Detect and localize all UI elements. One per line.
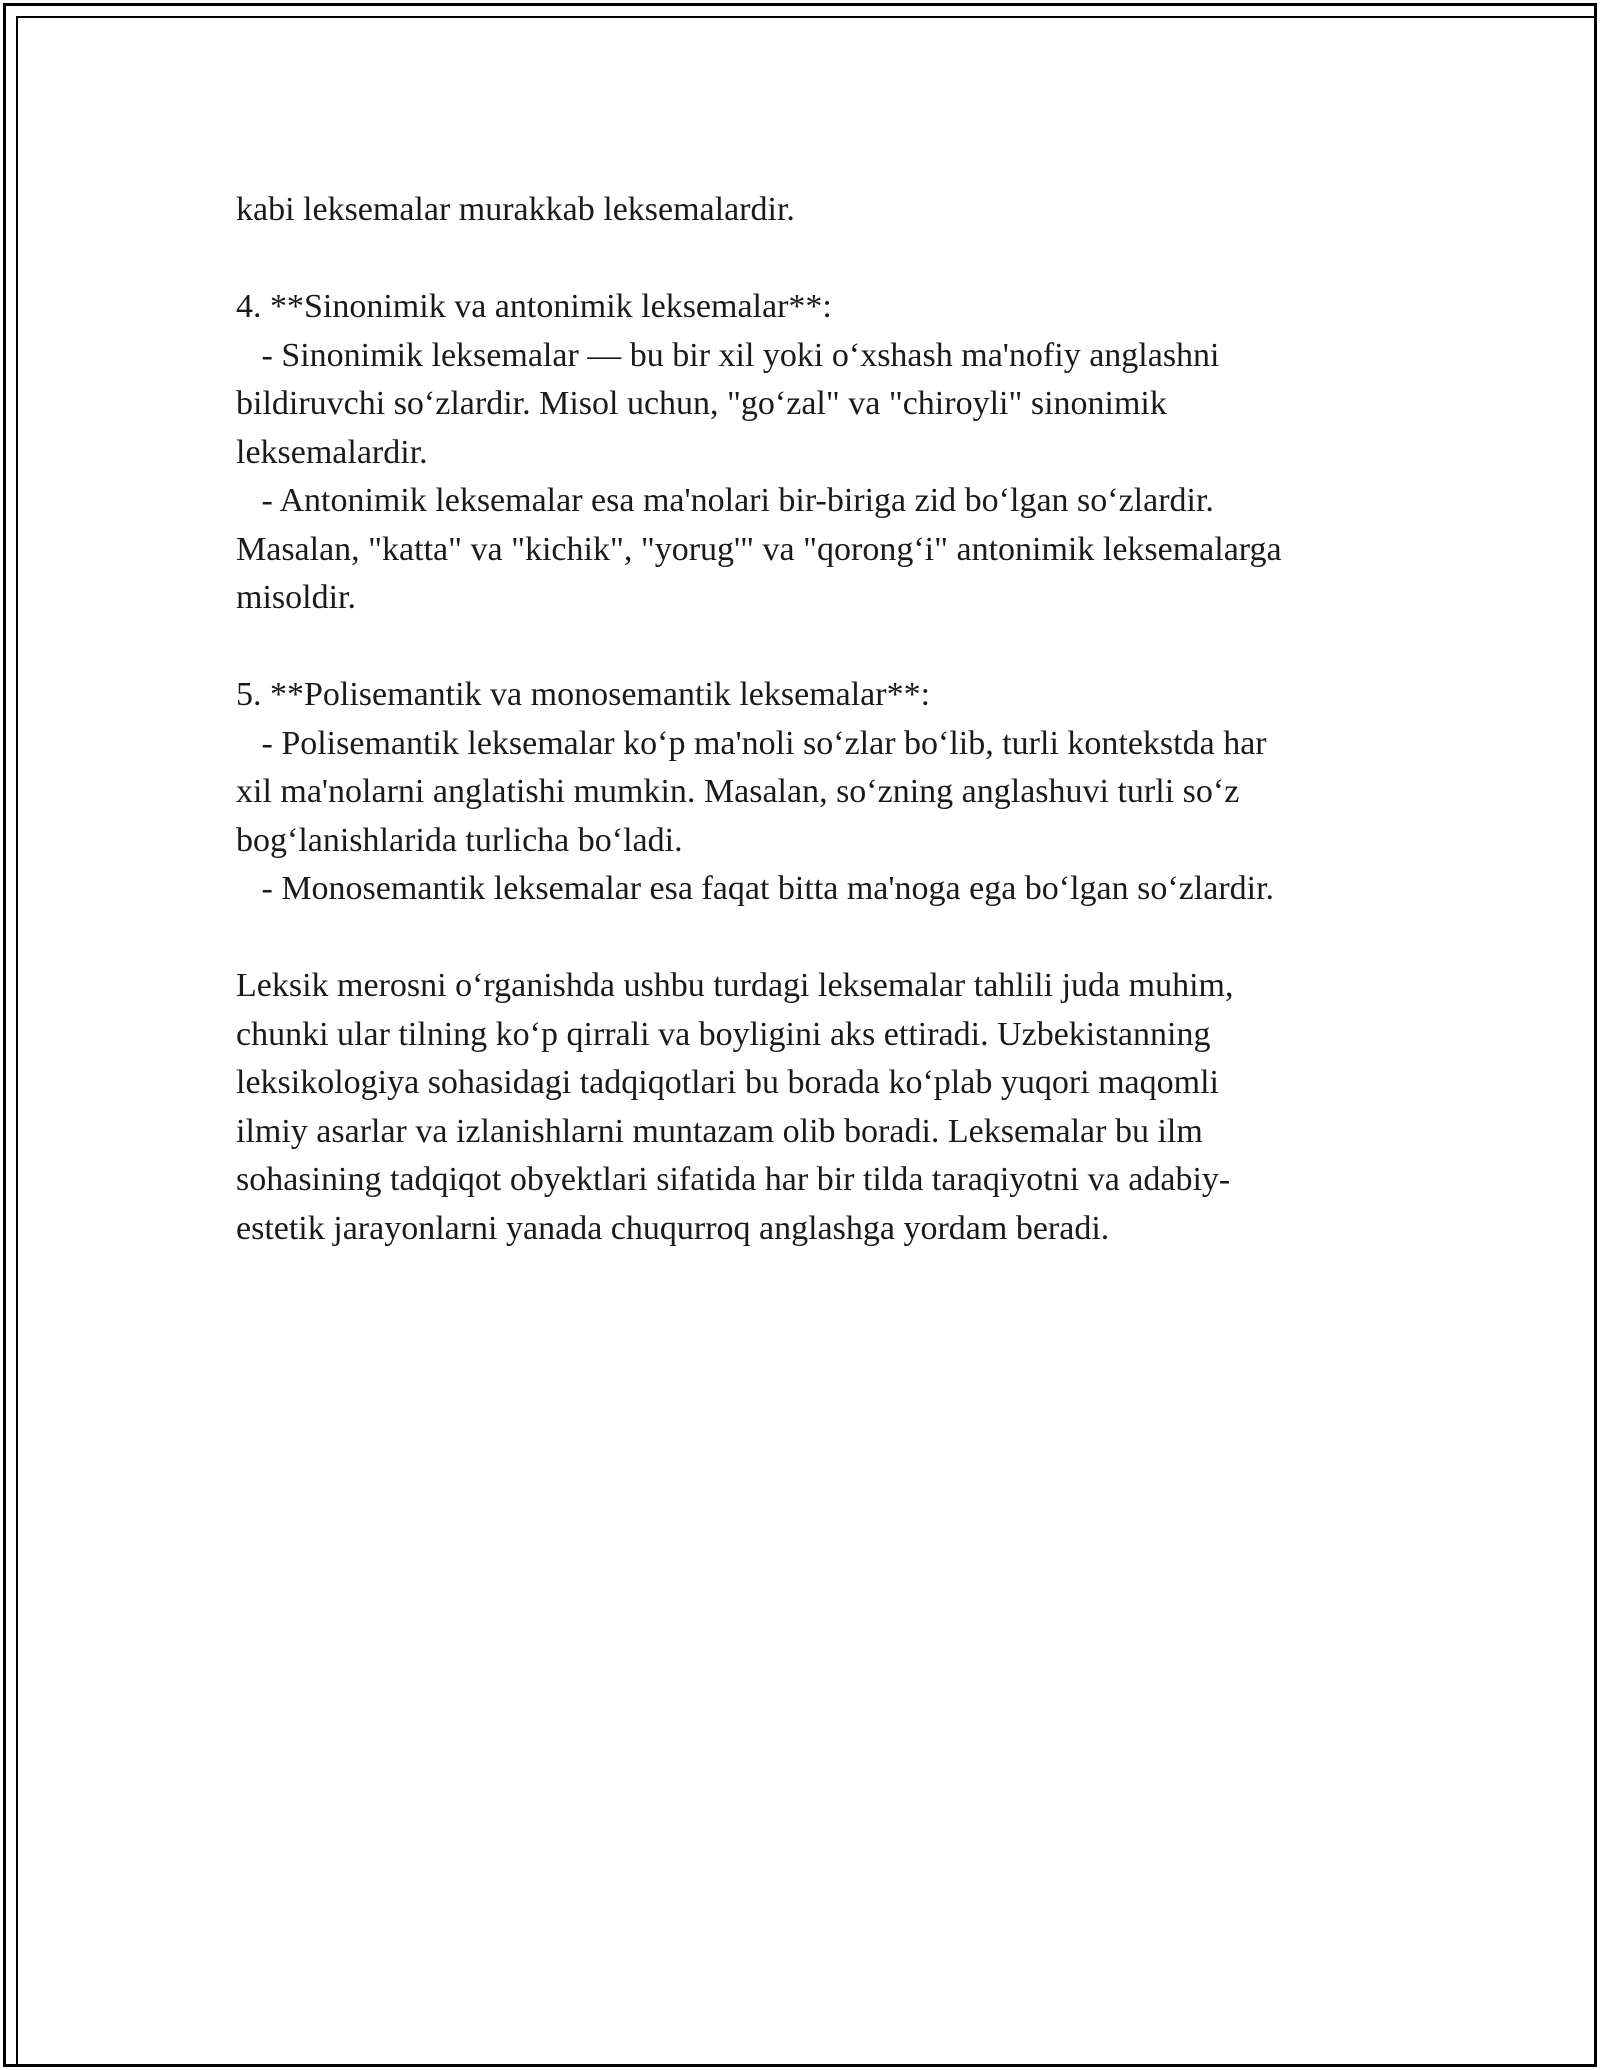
blank-line xyxy=(236,914,1396,963)
document-body xyxy=(236,186,1396,1253)
text-line: kabi leksemalar murakkab leksemalardir. xyxy=(236,191,795,228)
text-line: Masalan, "katta" va "kichik", "yorug'" va "qorong‘i" antonimik leksemalarga xyxy=(236,530,1282,568)
text-line: xil ma'nolarni anglatishi mumkin. Masalan, so‘zning anglashuvi turli so‘z xyxy=(236,773,1240,810)
text-line: bildiruvchi so‘zlardir. Misol uchun, "go‘zal" va "chiroyli" sinonimik xyxy=(236,385,1167,422)
section-heading-5: 5. **Polisemantik va monosemantik leksemalar**: xyxy=(236,676,931,713)
section-heading-4: 4. **Sinonimik va antonimik leksemalar**: xyxy=(236,288,832,325)
text-line: bog‘lanishlarida turlicha bo‘ladi. xyxy=(236,821,683,859)
blank-line xyxy=(236,235,1396,284)
conclusion-line: chunki ular tilning ko‘p qirrali va boyligini aks ettiradi. Uzbekistanning xyxy=(236,1015,1211,1053)
blank-line xyxy=(236,623,1396,672)
conclusion-line: estetik jarayonlarni yanada chuqurroq anglashga yordam beradi. xyxy=(236,1209,1110,1247)
text-line: misoldir. xyxy=(236,579,356,616)
text-line: - Sinonimik leksemalar — bu bir xil yoki o‘xshash ma'nofiy anglashni xyxy=(236,336,1220,374)
text-line: - Polisemantik leksemalar ko‘p ma'noli so‘zlar bo‘lib, turli kontekstda har xyxy=(236,724,1267,762)
conclusion-line: sohasining tadqiqot obyektlari sifatida har bir tilda taraqiyotni va adabiy- xyxy=(236,1161,1231,1198)
conclusion-line: Leksik merosni o‘rganishda ushbu turdagi leksemalar tahlili juda muhim, xyxy=(236,967,1234,1004)
text-line: - Monosemantik leksemalar esa faqat bitta ma'noga ega bo‘lgan so‘zlardir. xyxy=(236,870,1275,907)
conclusion-line: ilmiy asarlar va izlanishlarni muntazam olib boradi. Leksemalar bu ilm xyxy=(236,1112,1203,1150)
text-line: - Antonimik leksemalar esa ma'nolari bir-biriga zid bo‘lgan so‘zlardir. xyxy=(236,482,1214,519)
conclusion-line: leksikologiya sohasidagi tadqiqotlari bu borada ko‘plab yuqori maqomli xyxy=(236,1064,1219,1101)
text-line: leksemalardir. xyxy=(236,433,428,471)
